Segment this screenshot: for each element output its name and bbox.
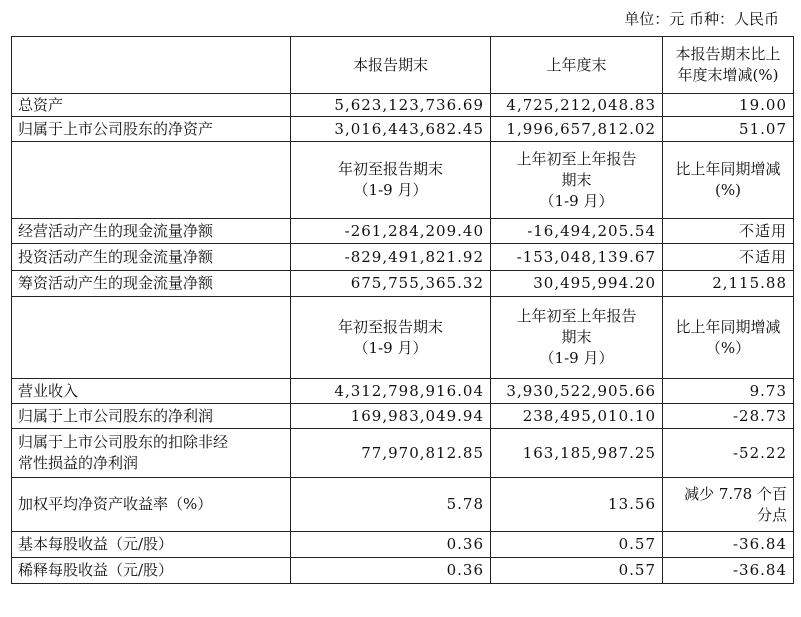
header-prior-ytd-line-3: （1-9 月）	[539, 191, 614, 210]
header-prior-ytd-period	[491, 297, 663, 379]
header-change-line-2: 年度末增减(%)	[677, 66, 779, 84]
header-ytd-period	[291, 142, 491, 219]
value-prior: 4,725,212,048.83	[491, 94, 663, 117]
value-prior: 3,930,522,905.66	[491, 379, 663, 404]
table-row	[12, 219, 794, 244]
value-current: 3,016,443,682.45	[291, 117, 491, 142]
value-change: 19.00	[663, 94, 794, 117]
header-yoy-change	[663, 142, 794, 219]
row-label: 总资产	[12, 94, 291, 117]
value-change: 51.07	[663, 117, 794, 142]
header-yoy-line-2: (%)	[715, 181, 741, 199]
header-ytd-line-1: 年初至报告期末	[337, 317, 443, 336]
value-change: -52.22	[663, 429, 794, 478]
value-prior: 238,495,010.10	[491, 404, 663, 429]
header-ytd-period	[291, 297, 491, 379]
value-current: 77,970,812.85	[291, 429, 491, 478]
value-prior: 30,495,994.20	[491, 271, 663, 297]
row-label: 投资活动产生的现金流量净额	[12, 244, 291, 271]
table-row	[12, 558, 794, 584]
header-change-line-1: 本报告期末比上	[675, 45, 781, 63]
table-row	[12, 404, 794, 429]
value-prior: -153,048,139.67	[491, 244, 663, 271]
value-change: 不适用	[663, 219, 794, 244]
value-change	[663, 478, 794, 532]
value-change: 9.73	[663, 379, 794, 404]
table-row	[12, 117, 794, 142]
header-prior-ytd-line-3: （1-9 月）	[539, 349, 614, 367]
header-ytd-line-1: 年初至报告期末	[337, 160, 443, 178]
row-label	[12, 429, 291, 478]
value-change: 不适用	[663, 244, 794, 271]
value-current: 5,623,123,736.69	[291, 94, 491, 117]
header-empty-cell	[12, 297, 291, 379]
value-current: 4,312,798,916.04	[291, 379, 491, 404]
value-change: 2,115.88	[663, 271, 794, 297]
header-prior-ytd-line-2: 期末	[561, 328, 592, 346]
header-prior-ytd-line-2: 期末	[561, 170, 592, 189]
value-change-line-2: 分点	[756, 505, 787, 524]
value-prior: 1,996,657,812.02	[491, 117, 663, 142]
header-yoy-line-2: （%）	[705, 338, 751, 357]
value-current: 0.36	[291, 532, 491, 558]
row-label: 基本每股收益（元/股）	[12, 532, 291, 558]
header-ytd-line-2: （1-9 月）	[353, 338, 428, 357]
row-label: 稀释每股收益（元/股）	[12, 558, 291, 584]
row-label: 筹资活动产生的现金流量净额	[12, 271, 291, 297]
value-prior: 163,185,987.25	[491, 429, 663, 478]
unit-currency-note: 单位：元 币种：人民币	[624, 10, 779, 28]
value-prior: 0.57	[491, 558, 663, 584]
table-row	[12, 244, 794, 271]
value-change-line-1: 减少 7.78 个百	[684, 484, 787, 503]
value-current: 5.78	[291, 478, 491, 532]
row-label-line-2: 常性损益的净利润	[18, 454, 139, 472]
row-label-line-1: 归属于上市公司股东的扣除非经	[18, 433, 229, 451]
row-label: 归属于上市公司股东的净资产	[12, 117, 291, 142]
header-prior-ytd-period	[491, 142, 663, 219]
value-current: -829,491,821.92	[291, 244, 491, 271]
header-ytd-line-2: （1-9 月）	[353, 181, 428, 199]
value-current: -261,284,209.40	[291, 219, 491, 244]
value-prior: 0.57	[491, 532, 663, 558]
header-yoy-change	[663, 297, 794, 379]
row-label: 归属于上市公司股东的净利润	[12, 404, 291, 429]
header-change-vs-prior-year-end	[663, 37, 794, 94]
value-prior: -16,494,205.54	[491, 219, 663, 244]
table-row	[12, 94, 794, 117]
table-row	[12, 478, 794, 532]
value-current: 0.36	[291, 558, 491, 584]
value-current: 169,983,049.94	[291, 404, 491, 429]
header-row-income	[12, 297, 794, 379]
table-row	[12, 429, 794, 478]
header-row-balance	[12, 37, 794, 94]
value-prior: 13.56	[491, 478, 663, 532]
header-current-period-end: 本报告期末	[291, 37, 491, 94]
financial-data-table	[11, 36, 794, 584]
header-prior-ytd-line-1: 上年初至上年报告	[516, 307, 637, 325]
header-empty-cell	[12, 37, 291, 94]
value-current: 675,755,365.32	[291, 271, 491, 297]
header-yoy-line-1: 比上年同期增减	[675, 317, 781, 336]
header-prior-year-end: 上年度末	[491, 37, 663, 94]
row-label: 加权平均净资产收益率（%）	[12, 478, 291, 532]
value-change: -36.84	[663, 558, 794, 584]
table-row	[12, 271, 794, 297]
value-change: -28.73	[663, 404, 794, 429]
table-row	[12, 379, 794, 404]
table-row	[12, 532, 794, 558]
header-row-cashflow	[12, 142, 794, 219]
row-label: 营业收入	[12, 379, 291, 404]
header-prior-ytd-line-1: 上年初至上年报告	[516, 149, 637, 168]
value-change: -36.84	[663, 532, 794, 558]
header-yoy-line-1: 比上年同期增减	[675, 160, 781, 178]
header-empty-cell	[12, 142, 291, 219]
row-label: 经营活动产生的现金流量净额	[12, 219, 291, 244]
